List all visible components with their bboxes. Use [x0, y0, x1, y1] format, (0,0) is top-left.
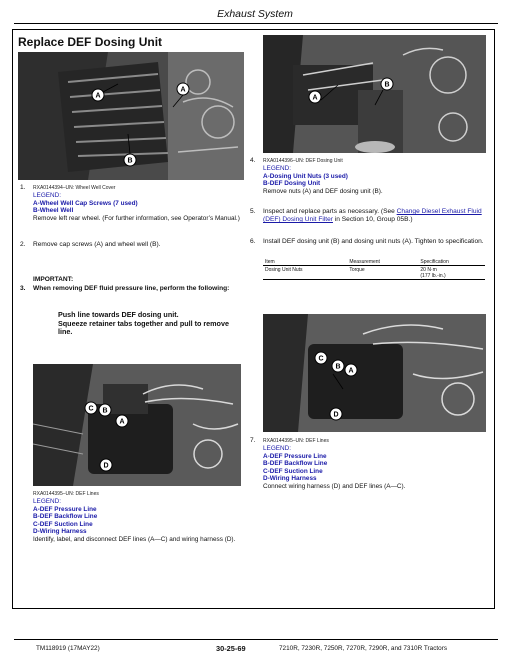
figure-caption: RXA0144394–UN: Wheel Well Cover — [33, 185, 116, 191]
step5-text-before: Inspect and replace parts as necessary. (See — [263, 208, 397, 215]
step5-text — [263, 208, 485, 224]
figure-dosing-unit-photo — [263, 35, 486, 153]
svg-text:A: A — [119, 418, 125, 426]
legend-item: A-DEF Pressure Line — [263, 452, 327, 460]
callout-a-1 — [92, 89, 104, 101]
figure-caption: RXA0144395–UN: DEF Lines — [263, 438, 329, 444]
step4-legend — [263, 165, 485, 195]
step5-text-after: in Section 10, Group 05B.) — [332, 216, 413, 224]
table-header: Specification — [418, 258, 485, 266]
table-row — [263, 266, 485, 280]
step-number: 6. — [250, 238, 256, 245]
legend-heading: LEGEND: — [33, 498, 62, 505]
legend-item: B-DEF Dosing Unit — [263, 180, 321, 188]
callout-b — [332, 360, 344, 372]
figure-caption: RXA0144396–UN: DEF Dosing Unit — [263, 158, 343, 164]
spec-imperial: (177 lb.-in.) — [420, 272, 446, 279]
legend-item: A-Dosing Unit Nuts (3 used) — [263, 172, 348, 180]
legend-item: C-DEF Suction Line — [33, 520, 93, 528]
header-rule — [14, 23, 498, 24]
figure-caption: RXA0144395–UN: DEF Lines — [33, 491, 99, 497]
step2-text: Remove cap screws (A) and wheel well (B). — [33, 241, 161, 248]
step7-legend — [263, 445, 485, 491]
footer-page-number: 30-25-69 — [216, 644, 246, 653]
svg-text:B: B — [127, 157, 133, 165]
figure-def-lines-photo — [33, 364, 241, 486]
step3-text: When removing DEF fluid pressure line, perform the following: — [33, 285, 230, 292]
legend-heading: LEGEND: — [33, 192, 62, 199]
legend-item: A-DEF Pressure Line — [33, 505, 97, 513]
callout-a — [345, 364, 357, 376]
callout-a — [309, 91, 321, 103]
step-number: 1. — [20, 184, 26, 191]
svg-text:A: A — [348, 367, 354, 375]
step1-legend — [33, 192, 243, 222]
callout-b — [99, 404, 111, 416]
callout-d — [100, 459, 112, 471]
svg-text:A: A — [312, 94, 318, 102]
step7-text: Connect wiring harness (D) and DEF lines (A—C). — [263, 482, 406, 490]
spec-metric: 20 N·m — [420, 266, 437, 273]
table-header: Item — [263, 258, 347, 266]
footer-models: 7210R, 7230R, 7250R, 7270R, 7290R, and 7310R Tractors — [279, 645, 448, 652]
svg-text:A: A — [95, 92, 101, 100]
step3-sub2: Squeeze retainer tabs together and pull to remove line. — [58, 319, 229, 337]
svg-text:D: D — [333, 411, 339, 419]
table-cell — [418, 266, 485, 280]
legend-heading: LEGEND: — [263, 165, 292, 172]
def-filter-link[interactable]: Change Diesel Exhaust Fluid (DEF) Dosing Unit Filter — [263, 208, 482, 224]
table-cell: Torque — [347, 266, 418, 280]
callout-c — [85, 402, 97, 414]
legend-item: C-DEF Suction Line — [263, 467, 323, 475]
torque-spec-table — [263, 258, 485, 280]
step-number: 3. — [20, 285, 26, 292]
legend-item: B-DEF Backflow Line — [33, 513, 98, 521]
section-header: Exhaust System — [217, 8, 293, 20]
step6-text: Install DEF dosing unit (B) and dosing unit nuts (A). Tighten to specification. — [263, 238, 484, 245]
svg-text:B: B — [384, 81, 390, 89]
legend-item: B-DEF Backflow Line — [263, 460, 328, 468]
legend-item: A-Wheel Well Cap Screws (7 used) — [33, 199, 138, 207]
step-number: 2. — [20, 241, 26, 248]
callout-c — [315, 352, 327, 364]
page-title: Replace DEF Dosing Unit — [18, 35, 163, 49]
svg-text:B: B — [102, 407, 108, 415]
fig3-legend — [33, 498, 241, 544]
legend-item: B-Wheel Well — [33, 207, 74, 215]
table-cell: Dosing Unit Nuts — [263, 266, 347, 280]
legend-item: D-Wiring Harness — [33, 528, 87, 536]
step-number: 4. — [250, 157, 256, 164]
step4-text: Remove nuts (A) and DEF dosing unit (B). — [263, 187, 383, 195]
legend-heading: LEGEND: — [263, 445, 292, 452]
figure-def-lines-photo-2 — [263, 314, 486, 432]
svg-text:C: C — [88, 405, 94, 413]
callout-b — [381, 78, 393, 90]
footer-rule — [14, 639, 498, 640]
figure-wheel-well-photo — [18, 52, 244, 180]
footer-doc-id: TM118919 (17MAY22) — [36, 645, 100, 652]
step-number: 7. — [250, 437, 256, 444]
svg-text:C: C — [318, 355, 324, 363]
table-header-row — [263, 258, 485, 266]
callout-a — [116, 415, 128, 427]
step3-sub1: Push line towards DEF dosing unit. — [58, 310, 179, 319]
svg-text:A: A — [180, 86, 186, 94]
step-number: 5. — [250, 208, 256, 215]
fig3-text: Identify, label, and disconnect DEF lines (A—C) and wiring harness (D). — [33, 535, 236, 543]
callout-a-2 — [177, 83, 189, 95]
table-header: Measurement — [347, 258, 418, 266]
svg-text:D: D — [103, 462, 109, 470]
callout-b — [124, 154, 136, 166]
svg-text:B: B — [335, 363, 341, 371]
important-label: IMPORTANT: — [33, 276, 74, 283]
step1-text: Remove left rear wheel. (For further information, see Operator’s Manual.) — [33, 214, 240, 222]
legend-item: D-Wiring Harness — [263, 475, 317, 483]
callout-d — [330, 408, 342, 420]
